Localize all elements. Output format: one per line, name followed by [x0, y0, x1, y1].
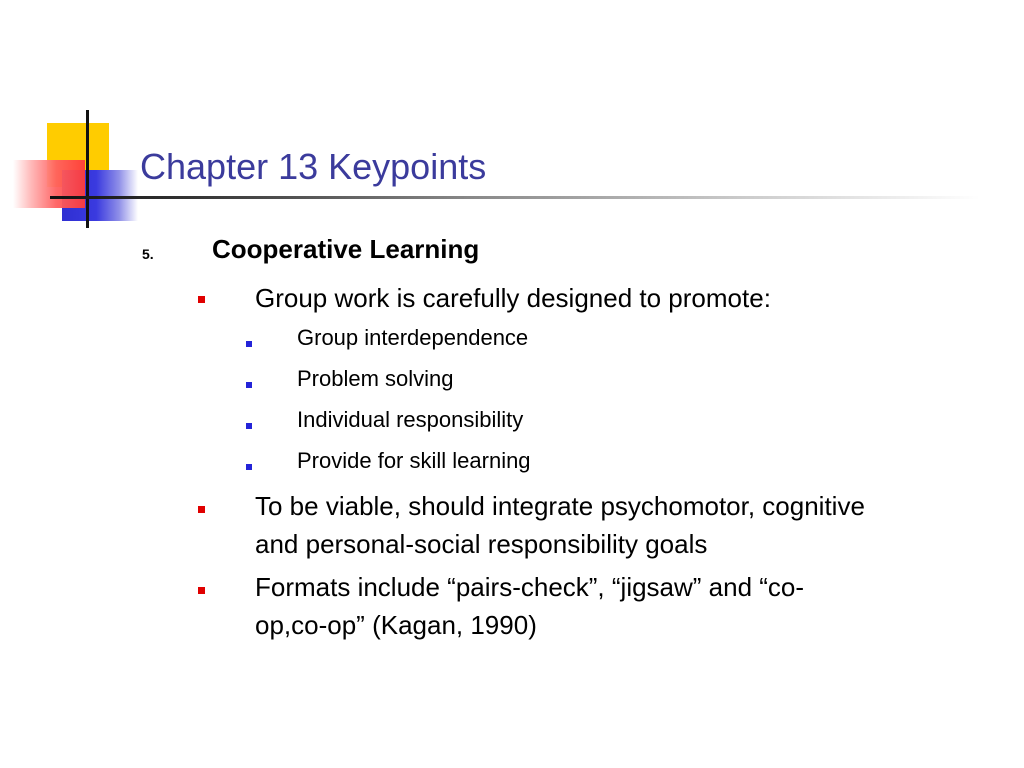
sub-bullet-square-icon: [246, 464, 252, 470]
bullet-text-line: Formats include “pairs-check”, “jigsaw” and “co-: [255, 572, 805, 602]
slide-title: Chapter 13 Keypoints: [140, 146, 487, 187]
bullet-square-icon: [198, 587, 205, 594]
bullet-square-icon: [198, 506, 205, 513]
sub-bullet-square-icon: [246, 341, 252, 347]
sub-bullet-square-icon: [246, 423, 252, 429]
sub-bullet-text: Provide for skill learning: [297, 448, 531, 473]
section-heading: Cooperative Learning: [212, 234, 480, 264]
bullet-text-line: and personal-social responsibility goals: [255, 529, 708, 559]
sub-bullet-square-icon: [246, 382, 252, 388]
bullet-text-line: op,co-op” (Kagan, 1990): [255, 610, 537, 640]
sub-bullet-text: Problem solving: [297, 366, 454, 391]
sub-bullet-text: Group interdependence: [297, 325, 529, 350]
bullet-text-line: To be viable, should integrate psychomotor, cognitive: [255, 491, 865, 521]
bullet-square-icon: [198, 296, 205, 303]
bullet-text: Group work is carefully designed to promote:: [255, 283, 771, 313]
sub-bullet-text: Individual responsibility: [297, 407, 524, 432]
list-number: 5.: [142, 246, 154, 262]
